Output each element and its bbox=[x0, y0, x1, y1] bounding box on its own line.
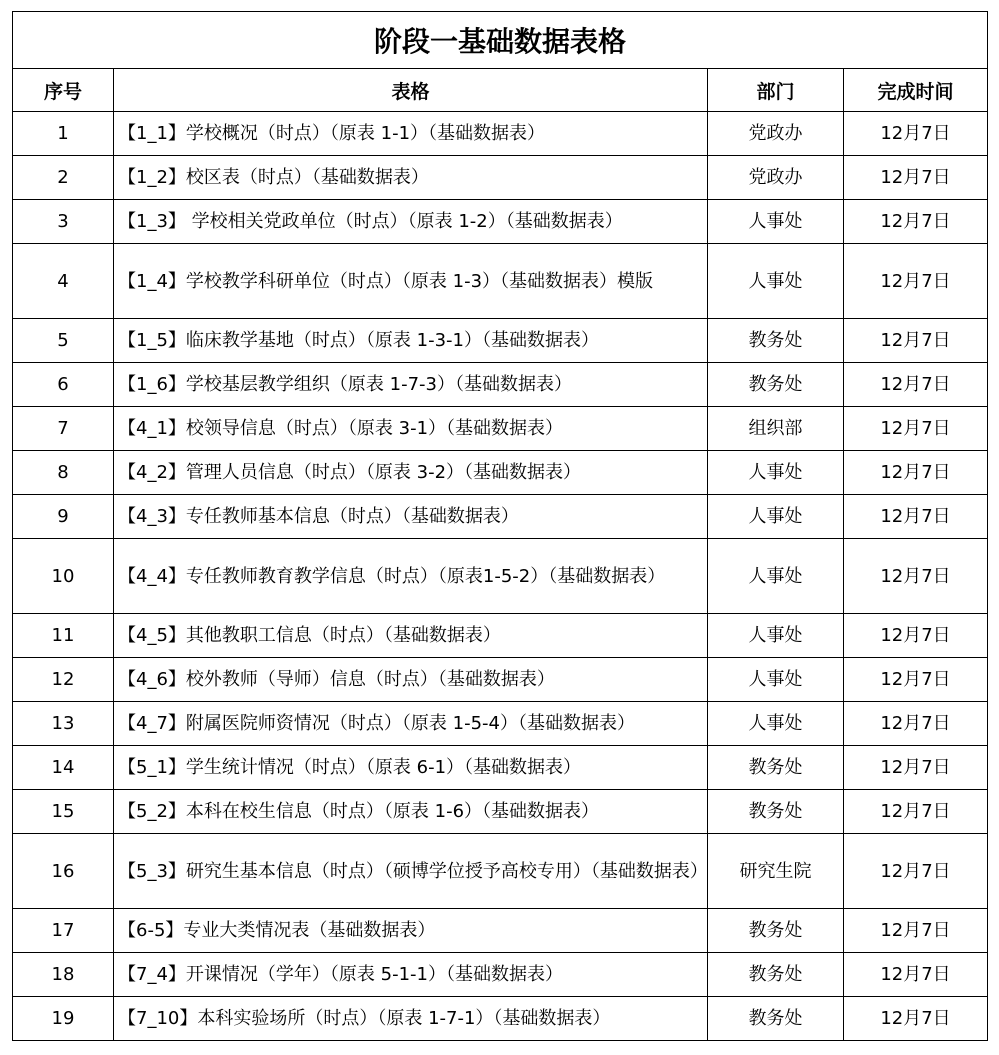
cell-date: 12月7日 bbox=[844, 407, 988, 451]
header-form: 表格 bbox=[114, 69, 708, 112]
cell-date: 12月7日 bbox=[844, 539, 988, 614]
cell-dept: 教务处 bbox=[708, 746, 844, 790]
cell-num: 4 bbox=[13, 244, 114, 319]
cell-form: 【4_6】校外教师（导师）信息（时点）（基础数据表） bbox=[114, 658, 708, 702]
cell-num: 16 bbox=[13, 834, 114, 909]
cell-form: 【5_3】研究生基本信息（时点）（硕博学位授予高校专用）（基础数据表） bbox=[114, 834, 708, 909]
cell-num: 3 bbox=[13, 200, 114, 244]
cell-date: 12月7日 bbox=[844, 997, 988, 1041]
cell-form: 【7_10】本科实验场所（时点）（原表 1-7-1）（基础数据表） bbox=[114, 997, 708, 1041]
cell-num: 8 bbox=[13, 451, 114, 495]
cell-date: 12月7日 bbox=[844, 953, 988, 997]
table-body bbox=[13, 12, 988, 1041]
table-row bbox=[13, 407, 988, 451]
cell-form: 【1_5】临床教学基地（时点）（原表 1-3-1）（基础数据表） bbox=[114, 319, 708, 363]
table-row bbox=[13, 997, 988, 1041]
data-table bbox=[12, 11, 988, 1041]
cell-dept: 人事处 bbox=[708, 539, 844, 614]
cell-dept: 教务处 bbox=[708, 363, 844, 407]
cell-date: 12月7日 bbox=[844, 746, 988, 790]
cell-date: 12月7日 bbox=[844, 156, 988, 200]
table-row bbox=[13, 746, 988, 790]
cell-date: 12月7日 bbox=[844, 244, 988, 319]
cell-dept: 研究生院 bbox=[708, 834, 844, 909]
cell-dept: 人事处 bbox=[708, 702, 844, 746]
header-dept: 部门 bbox=[708, 69, 844, 112]
cell-num: 2 bbox=[13, 156, 114, 200]
header-row bbox=[13, 69, 988, 112]
cell-date: 12月7日 bbox=[844, 112, 988, 156]
cell-num: 15 bbox=[13, 790, 114, 834]
cell-date: 12月7日 bbox=[844, 790, 988, 834]
cell-form: 【5_2】本科在校生信息（时点）（原表 1-6）（基础数据表） bbox=[114, 790, 708, 834]
cell-form: 【4_5】其他教职工信息（时点）（基础数据表） bbox=[114, 614, 708, 658]
table-row bbox=[13, 790, 988, 834]
table-row bbox=[13, 363, 988, 407]
title-row bbox=[13, 12, 988, 69]
cell-dept: 人事处 bbox=[708, 658, 844, 702]
cell-num: 10 bbox=[13, 539, 114, 614]
cell-date: 12月7日 bbox=[844, 200, 988, 244]
cell-num: 19 bbox=[13, 997, 114, 1041]
cell-num: 13 bbox=[13, 702, 114, 746]
header-num: 序号 bbox=[13, 69, 114, 112]
header-date: 完成时间 bbox=[844, 69, 988, 112]
cell-form: 【6-5】专业大类情况表（基础数据表） bbox=[114, 909, 708, 953]
table-row bbox=[13, 614, 988, 658]
cell-dept: 人事处 bbox=[708, 614, 844, 658]
cell-dept: 人事处 bbox=[708, 200, 844, 244]
cell-num: 18 bbox=[13, 953, 114, 997]
cell-dept: 人事处 bbox=[708, 244, 844, 319]
cell-dept: 教务处 bbox=[708, 909, 844, 953]
table-row bbox=[13, 702, 988, 746]
cell-form: 【1_3】 学校相关党政单位（时点）（原表 1-2）（基础数据表） bbox=[114, 200, 708, 244]
cell-form: 【5_1】学生统计情况（时点）（原表 6-1）（基础数据表） bbox=[114, 746, 708, 790]
table-row bbox=[13, 451, 988, 495]
table-row bbox=[13, 495, 988, 539]
cell-num: 14 bbox=[13, 746, 114, 790]
table-row bbox=[13, 834, 988, 909]
table-row bbox=[13, 244, 988, 319]
cell-num: 7 bbox=[13, 407, 114, 451]
cell-dept: 教务处 bbox=[708, 790, 844, 834]
cell-form: 【1_4】学校教学科研单位（时点）（原表 1-3）（基础数据表）模版 bbox=[114, 244, 708, 319]
table-title: 阶段一基础数据表格 bbox=[13, 12, 988, 69]
table-row bbox=[13, 156, 988, 200]
table-row bbox=[13, 909, 988, 953]
cell-dept: 党政办 bbox=[708, 156, 844, 200]
cell-num: 17 bbox=[13, 909, 114, 953]
cell-dept: 党政办 bbox=[708, 112, 844, 156]
table-row bbox=[13, 539, 988, 614]
cell-form: 【7_4】开课情况（学年）（原表 5-1-1）（基础数据表） bbox=[114, 953, 708, 997]
cell-num: 5 bbox=[13, 319, 114, 363]
table-row bbox=[13, 953, 988, 997]
cell-dept: 人事处 bbox=[708, 451, 844, 495]
cell-form: 【4_3】专任教师基本信息（时点）（基础数据表） bbox=[114, 495, 708, 539]
cell-form: 【4_4】专任教师教育教学信息（时点）（原表1-5-2）（基础数据表） bbox=[114, 539, 708, 614]
cell-num: 6 bbox=[13, 363, 114, 407]
cell-date: 12月7日 bbox=[844, 319, 988, 363]
table-row bbox=[13, 658, 988, 702]
cell-date: 12月7日 bbox=[844, 702, 988, 746]
cell-num: 1 bbox=[13, 112, 114, 156]
cell-dept: 人事处 bbox=[708, 495, 844, 539]
table-row bbox=[13, 319, 988, 363]
cell-dept: 教务处 bbox=[708, 953, 844, 997]
cell-dept: 教务处 bbox=[708, 319, 844, 363]
cell-date: 12月7日 bbox=[844, 451, 988, 495]
cell-date: 12月7日 bbox=[844, 614, 988, 658]
cell-date: 12月7日 bbox=[844, 658, 988, 702]
cell-form: 【4_1】校领导信息（时点）（原表 3-1）（基础数据表） bbox=[114, 407, 708, 451]
cell-date: 12月7日 bbox=[844, 363, 988, 407]
cell-form: 【1_1】学校概况（时点）（原表 1-1）（基础数据表） bbox=[114, 112, 708, 156]
cell-num: 11 bbox=[13, 614, 114, 658]
cell-date: 12月7日 bbox=[844, 834, 988, 909]
cell-form: 【1_6】学校基层教学组织（原表 1-7-3）（基础数据表） bbox=[114, 363, 708, 407]
cell-form: 【4_2】管理人员信息（时点）（原表 3-2）（基础数据表） bbox=[114, 451, 708, 495]
cell-form: 【4_7】附属医院师资情况（时点）（原表 1-5-4）（基础数据表） bbox=[114, 702, 708, 746]
cell-date: 12月7日 bbox=[844, 495, 988, 539]
cell-dept: 组织部 bbox=[708, 407, 844, 451]
cell-form: 【1_2】校区表（时点）（基础数据表） bbox=[114, 156, 708, 200]
cell-date: 12月7日 bbox=[844, 909, 988, 953]
cell-dept: 教务处 bbox=[708, 997, 844, 1041]
cell-num: 12 bbox=[13, 658, 114, 702]
table-row bbox=[13, 112, 988, 156]
table-row bbox=[13, 200, 988, 244]
cell-num: 9 bbox=[13, 495, 114, 539]
